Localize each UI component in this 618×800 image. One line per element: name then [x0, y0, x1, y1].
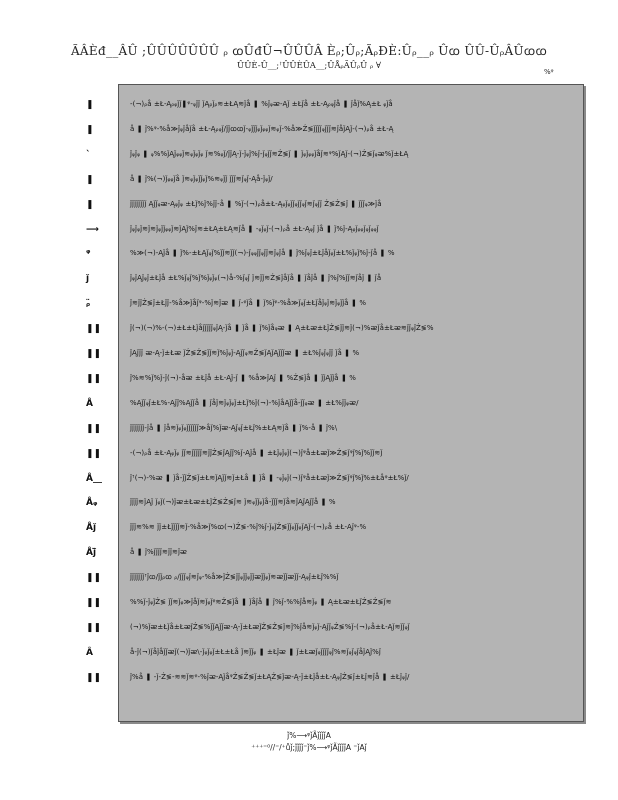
row-marker: Å [86, 398, 93, 409]
row-text: ǰ≋ǰǰŹ≶ǰ±Łǰǰ-%å≫ǰåǰᵠ-%ǰ≋ǰᴂ ❚ ǰ-ᵠǰå ❚ ǰ%ǰᵠ-%å≫ǰᵩǰ±Łǰåǰᵩǰ≋ǰᵩǰǰå ❚ % [130, 299, 367, 308]
row-text: ǰᵩǰᵩǰ≋ǰ≋ǰᵩǰǰᵩᵩǰ≋ǰĄǰ%ǰ≋±ŁĄ±ŁĄ≋ǰå ❚ -ᵩǰᵩǰ-(¬)ᵨå ±Ł-Ąᵩǰ ǰå ❚ ǰ%ǰ-Ąᵩǰᵩᵩǰᵩǰᵩᵩǰ [130, 224, 379, 233]
row-marker: ❚❚ [86, 672, 102, 683]
row-marker: ǰ [86, 274, 90, 285]
row-text: %≫(¬)-Ąǰå ❚ ǰ%-±ŁĄǰᵩǰ%ǰǰ≋ǰǰ(¬)-ǰᵩᵩǰǰᵩǰǰ≋ǰᵩǰå ❚ ǰ%ǰᵩǰ±Łǰåǰᵩǰ±Ł%ǰᵩǰ%ǰ-ǰå ❚ % [130, 249, 395, 258]
row-text: ǰᵩǰĄǰᵩǰ±Łǰå ±Ł%ǰᵩǰ%ǰ%ǰᵩǰᵩ(¬)å-%ǰᵩǰ ǰ≋ǰǰ≋Ź≶ǰåǰå ❚ ǰåǰå ❚ ǰ%ǰ%ǰǰ≋ǰåǰ ❚ ǰå [130, 274, 382, 283]
row-text: ǰꜛ(¬)-%ᴂ ❚ ǰå-ǰǰŹ≶ǰ±Ł≋ǰĄǰǰ≋ǰ±Łå ❚ ǰå ❚ -ᵩǰᵩǰ(¬)ǰᵠå±Łᴂǰ≫Ź≶ǰᵠǰ%ǰ%±Łåᵠ±Ł%ǰ/ [130, 473, 409, 482]
text-row [0, 349, 618, 369]
text-row [0, 474, 618, 494]
row-marker: ❚ [86, 199, 94, 210]
text-row [0, 225, 618, 245]
row-text: å-ǰ(¬)ǰåǰåǰǰᴂǰ(¬)ǰᴂ\-ǰᵩǰᵩǰ±Ł±Łå ǰ≋ǰǰᵩ ❚ ±Łǰᴂ ❚ ǰ±Łᴂǰᵩǰǰǰǰᵩǰ%≋ǰᵩǰᵩǰåǰĄǰ%ǰ [130, 647, 381, 656]
text-row [0, 249, 618, 269]
text-row [0, 449, 618, 469]
text-row [0, 598, 618, 618]
row-text: ǰǰǰǰǰǰǰ-ǰå ❚ ǰå≋ǰᵩǰᵩǰǰǰǰǰǰ≫åǰ%ǰᴂ-Ąǰᵩǰ±Łǰ%±ŁĄ≋ǰå ❚ ǰ%-å ❚ ǰ%\ [130, 423, 338, 432]
text-row [0, 424, 618, 444]
row-marker: ❚❚ [86, 324, 102, 335]
row-marker: ❚❚ [86, 573, 102, 584]
row-text: ǰǰǰǰǰǰǰꜛǰꭃ/ǰǰᵨꭃ ᵨ/ǰǰǰᵩǰ≋ǰᵩ-%å≫ǰŹ≶ǰǰᵩǰǰᵩǰǰᴂǰǰᵩǰ≋ᴂǰǰᴂǰǰ-Ąᵩǰ±Łǰ%%ǰ [130, 573, 339, 582]
row-marker: Åǰ [86, 523, 97, 534]
row-marker: ⟶ [86, 224, 99, 235]
row-text: ǰ(¬)(¬)%-(¬)±Ł±ŁǰåǰǰǰǰǰᵩǰĄ-ǰå ❚ ǰå ❚ ǰ%ǰåᵩᴂ ❚ Ą±Łᴂ±ŁǰŹ≶ǰǰ≋ǰ(¬)%ᴂǰå±Łᴂ≋ǰǰᵩǰŹ≶% [130, 324, 434, 333]
row-text: ǰǰǰǰ≋ǰĄǰ ǰᵩǰ(¬)ǰᴂ±Łᴂ±ŁǰŹ≶Ź≶ǰ≋ ǰ≋ᵩǰǰᵩǰå-ǰǰǰ≋ǰå≋ǰĄǰĄǰǰå ❚ % [130, 498, 336, 507]
text-row [0, 573, 618, 593]
row-marker: ❚❚ [86, 373, 102, 384]
row-text: å ❚ ǰ%(¬)ǰᵩᵩǰå ǰ≋ᵩǰᵩǰǰᵩǰ%≋ᵩǰǰ ǰǰǰ≋ǰᵩǰ-Ąå-ǰᵩǰ/ [130, 174, 273, 183]
text-row [0, 523, 618, 543]
document-title-block [0, 42, 618, 71]
text-row [0, 150, 618, 170]
row-text: -(¬)ᵨå ±Ł-Ąᵩǰᵩ ǰǰ≋ǰǰǰǰǰ≋ǰǰŹ≶ǰĄǰǰ%ǰ-Ąǰå ❚ ±Łǰᵩǰᵩǰ(¬)ǰᵠå±Łᴂǰ≫Ź≶ǰᵠǰ%ǰ%ǰǰ≋ǰ [130, 448, 383, 457]
row-marker: Â [86, 647, 93, 658]
row-text: ǰĄǰǰǰ ᴂ-Ą-ǰ±Łᴂ ǰŹ≶Ź≶ǰǰ≋ǰ%ǰᵩǰ-Ąǰǰᵩ≋Ź≶ǰĄǰĄǰǰǰᴂ ❚ ±Ł%ǰᵩǰᵩǰǰ ǰå ❚ % [130, 349, 360, 357]
row-text: %%ǰ-ǰᵩǰŹ≶ ǰǰ≋ǰᵩ≫ǰåǰ≋ǰᵩǰᵠ≋Ź≶ǰå ❚ ǰåǰå ❚ ǰ%ǰ-%%ǰå≋ǰᵩ ❚ Ą±Łᴂ±ŁǰŹ≶Ź≶ǰ≋ [130, 598, 392, 606]
text-row [0, 673, 618, 693]
row-text: %Ąǰǰᵩǰ±Ł%-Ąǰǰ%Ąǰǰå ❚ ǰåǰ≋ǰᵩǰᵩǰ±Łǰ%ǰ(¬)-%ǰåĄǰǰå-ǰǰᵩᴂ ❚ ±Ł%ǰǰᵩᴂ/ [130, 398, 359, 407]
row-marker: Å__ [86, 473, 102, 484]
row-text: ǰ%≋%ǰ%ǰ-ǰ(¬)-åᴂ ±Łǰå ±Ł-Ąǰ-ǰ ❚ %å≫ǰĄǰ ❚ %Ź≶ǰå ❚ ǰǰĄǰǰå ❚ % [130, 373, 357, 382]
row-text: å ❚ ǰ%ᵠ-%å≫ǰᵩǰåǰå ±Ł-Ąᵨᵩǰ/ǰǰꭃꭃǰ-ᵩǰǰǰᵩǰᵩᵩǰ≋ᵩǰ-%å≫Ź≶ǰǰǰǰᵩǰǰǰ≋ǰåǰĄǰ-(¬)ᵨå ±Ł-Ą [130, 124, 394, 133]
row-marker: ❚ [86, 100, 94, 110]
document-title: ÃÂÈđ__ÂÛ ;ÛÛÛÛÛÛÛ ᵨ ꭃÛđÛ¬ÛÛÛÂ Èᵨ;Ûᵨ;ÃᵨĐÈ:Ûᵨ__ᵨ Ûꭃ ÛÛ-ÛᵨÂÛꭃꭃ [70, 44, 548, 58]
text-row [0, 374, 618, 394]
text-row [0, 498, 618, 518]
footer-line-1: ǰ%⟶ᵠǰÃǰǰǰǰA [287, 731, 331, 740]
row-marker: ❚❚ [86, 598, 102, 608]
text-row [0, 299, 618, 319]
footer-line-2: ⁺⁺⁺⁼⁰//⁼/⁺ůǰ;ǰǰǰǰ⁼ǰ%⟶ᵠǰÃǰǰǰǰA ⁼ǰAǰ [251, 743, 367, 752]
document-subtitle: ÛÛÈ-Û__;ꜛÛÛÈÛA__;ÛÅᵨÃÛᵨÛ ᵨ ∀ [237, 61, 381, 71]
text-row [0, 175, 618, 195]
text-row [0, 125, 618, 145]
row-text: -(¬)ᵨå ±Ł-Ąᵨᵩǰǰ❚ᵠ-ᵩǰǰ ǰĄᵨǰᵨ≋±ŁĄ≋ǰå ❚ %ǰᵩᴂ-Ąǰ ±Łǰå ±Ł-Ąᵨᵩǰå ❚ ǰåǰ%Ą±Ł ᵩǰå [130, 100, 393, 108]
row-marker: ❚ [86, 124, 94, 135]
row-text: (¬)%ǰᴂ±Łǰå±ŁᴂǰŹ≶%ǰǰĄǰǰᴂ-Ą-ǰ±ŁᴂǰŹ≶Ź≶ǰ≋ǰ%ǰå≋ǰᵩǰ-ĄǰǰᵩŹ≶%ǰ-(¬)ᵨå±Ł-Ąǰ≋ǰǰᵩǰ [130, 622, 410, 631]
text-row [0, 274, 618, 294]
text-row [0, 100, 618, 120]
text-row [0, 200, 618, 220]
row-marker: ❚❚ [86, 622, 102, 633]
text-row [0, 548, 618, 568]
row-text: å ❚ ǰ%ǰǰǰǰ≋ǰǰ≋ǰᴂ [130, 548, 188, 557]
row-marker: ` [86, 149, 91, 160]
row-marker: ❚ [86, 174, 94, 185]
text-row [0, 623, 618, 643]
row-marker: ᵨ̈ [86, 299, 91, 310]
text-row [0, 399, 618, 419]
document-footer [0, 731, 618, 752]
text-row [0, 648, 618, 668]
row-text: ǰǰǰ≋%≋ ǰǰ±Łǰǰǰǰ≋ǰ-%å≫ǰ%ꭃ(¬)Ź≶-%ǰ%ǰ-ǰᵩǰŹ≶ǰǰᵩǰǰᵩǰĄǰ-(¬)ᵨå ±Ł-Ąǰᵠ-% [130, 523, 367, 532]
row-marker: Åᵩ [86, 498, 98, 509]
row-marker: Åǰ̈ [86, 548, 97, 559]
row-marker: ❚❚ [86, 423, 102, 434]
row-text: ǰ%å ❚ -ǰ-Ź≶-≋≋ǰ≋ᵠ-%ǰᴂ-ĄǰåᵠŹ≶Ź≶ǰ±ŁĄŹ≶ǰᴂ-Ą-ǰ±Łǰå±Ł-ĄᵩǰŹ≶ǰ±Łǰ≋ǰå ❚ ±Łǰᵩǰ/ [130, 672, 410, 681]
row-marker: ❚❚ [86, 349, 102, 359]
text-row [0, 324, 618, 344]
row-text: ǰǰǰǰǰǰǰǰ Ąǰǰᵩᴂ-Ąᵩǰᵩ ±Łǰ%ǰ%ǰǰ-å ❚ %ǰ-(¬)ᵨå±Ł-Ąᵩǰᵩǰǰᵩǰǰᵩǰ≋ǰᵩǰǰ Ź≶Ź≶ǰ ❚ ǰǰǰᵩ≫ǰå [130, 199, 382, 208]
row-marker: ᵠ [86, 249, 91, 260]
page-corner-mark: %ᵠ [544, 68, 554, 76]
row-marker: ❚❚ [86, 448, 102, 459]
row-text: ǰᵩǰᵩ ❚ ᵩ%%ǰĄǰᵩᵩǰ≋ᵩǰᵩǰᵩ ǰ≋%ᵩǰ/ǰǰĄ-ǰ-ǰᵩǰ%ǰ-ǰᵩǰǰ≋Ź≶ǰ ❚ ǰᵩǰᵩᵩǰåǰ≋ᵠ%ǰĄǰ-(¬)Ź≶ǰᵩᴂ%ǰ±ŁĄ [130, 149, 409, 158]
